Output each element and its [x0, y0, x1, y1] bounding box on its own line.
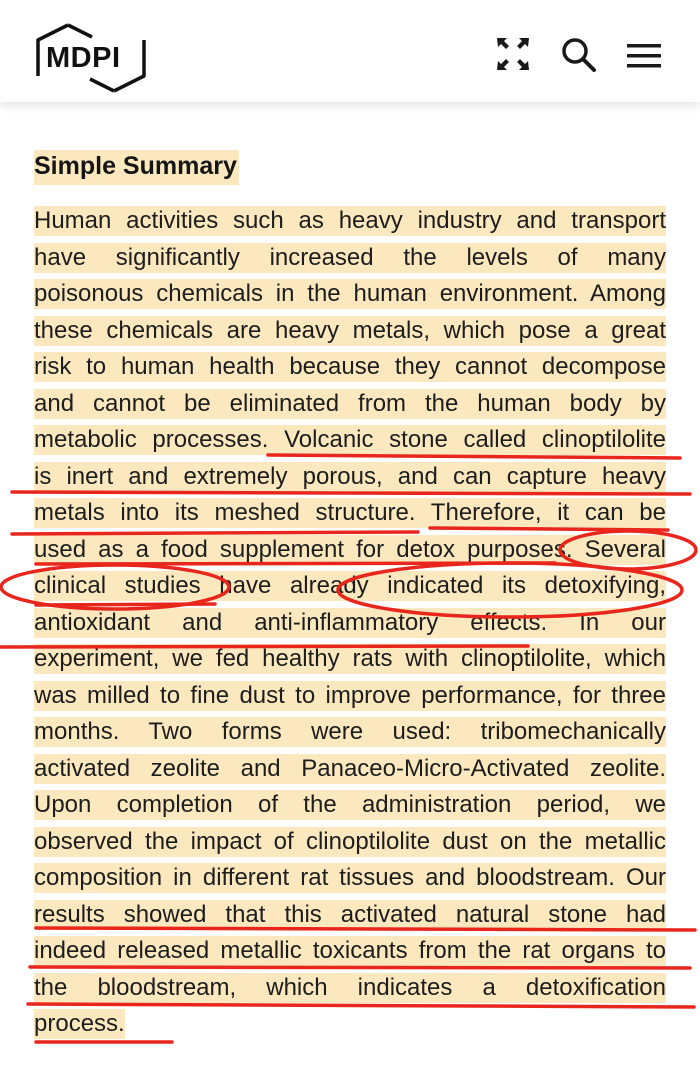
site-header — [0, 0, 700, 102]
summary-line: Human activities such as heavy industry and transport — [34, 207, 666, 234]
summary-line: activated zeolite and Panaceo-Micro-Activated zeolite. — [34, 755, 666, 782]
summary-line: antioxidant and anti-inflammatory effects. In our — [34, 609, 666, 636]
summary-line: risk to human health because they cannot decompose — [34, 353, 666, 380]
summary-line: composition in different rat tissues and bloodstream. Our — [34, 864, 666, 891]
summary-line: poisonous chemicals in the human environment. Among — [34, 280, 666, 307]
menu-icon[interactable] — [625, 42, 665, 72]
summary-line: have significantly increased the levels of many — [34, 244, 666, 271]
underline-mark — [12, 492, 690, 494]
summary-line: clinical studies have already indicated its detoxifying, — [34, 572, 666, 599]
summary-heading: Simple Summary — [34, 150, 239, 185]
summary-line: was milled to fine dust to improve performance, for three — [34, 682, 666, 709]
summary-line: metabolic processes. Volcanic stone called clinoptilolite — [34, 426, 666, 453]
summary-line: and cannot be eliminated from the human body by — [34, 390, 666, 417]
summary-line: process. — [34, 1010, 125, 1037]
summary-line: these chemicals are heavy metals, which pose a great — [34, 317, 666, 344]
mdpi-logo[interactable] — [32, 20, 150, 96]
underline-mark — [430, 528, 668, 530]
summary-line: Upon completion of the administration period, we — [34, 791, 666, 818]
summary-line: used as a food supplement for detox purposes. Several — [34, 536, 666, 563]
expand-icon[interactable] — [493, 36, 533, 72]
summary-line: indeed released metallic toxicants from the rat organs to — [34, 937, 666, 964]
summary-line: the bloodstream, which indicates a detoxification — [34, 974, 666, 1001]
summary-line: results showed that this activated natural stone had — [34, 901, 666, 928]
logo-text: MDPI — [46, 42, 121, 74]
underline-mark — [12, 532, 418, 534]
summary-line: months. Two forms were used: tribomechanically — [34, 718, 666, 745]
summary-line: is inert and extremely porous, and can capture heavy — [34, 463, 666, 490]
underline-mark — [30, 967, 690, 968]
underline-mark — [268, 455, 680, 458]
underline-mark — [28, 1004, 694, 1007]
summary-line: metals into its meshed structure. Therefore, it can be — [34, 499, 666, 526]
summary-line: experiment, we fed healthy rats with clinoptilolite, which — [34, 645, 666, 672]
article-content — [34, 150, 666, 1037]
summary-line: observed the impact of clinoptilolite dust on the metallic — [34, 828, 666, 855]
underline-mark — [36, 604, 215, 605]
search-icon[interactable] — [560, 36, 598, 74]
